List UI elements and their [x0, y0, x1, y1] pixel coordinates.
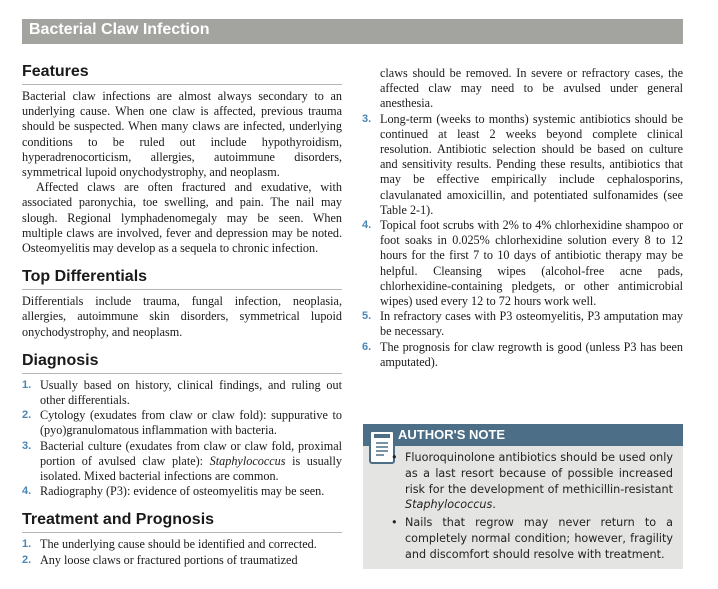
treatment-item: [362, 309, 683, 339]
treatment-list-right: [362, 112, 683, 370]
item-number: 4.: [22, 485, 32, 498]
treatment-item-continued: claws should be removed. In severe or refractory cases, the affected claw may need to be avulsed under general anesthesia.: [380, 66, 683, 111]
diagnosis-heading: Diagnosis: [22, 351, 342, 374]
author-note-heading: AUTHOR'S NOTE: [398, 427, 506, 442]
differentials-text: Differentials include trauma, fungal infection, neoplasia, allergies, autoimmune skin disorders, symmetrical lupoid onychodystrophy, and neoplasm.: [22, 294, 342, 339]
item-text: Radiography (P3): evidence of osteomyelitis may be seen.: [40, 484, 325, 499]
page-title-bar: [22, 19, 683, 44]
item-text: Cytology (exudates from claw or claw fold): suppurative to (pyo)granulomatous inflammation with bacteria.: [40, 408, 342, 438]
treatment-item: [362, 112, 683, 218]
differentials-heading: Top Differentials: [22, 267, 342, 290]
author-note-header: [363, 424, 683, 446]
treatment-heading: Treatment and Prognosis: [22, 510, 342, 533]
diagnosis-item: [22, 439, 342, 485]
item-number: 2.: [22, 409, 32, 422]
diagnosis-item: [22, 484, 342, 499]
item-number: 4.: [362, 219, 372, 232]
page-title: Bacterial Claw Infection: [29, 21, 210, 38]
item-text-pre: Bacterial culture (exudates from claw or claw fold, proximal portion of avulsed claw plate):: [40, 438, 342, 468]
author-note-body: [391, 450, 673, 565]
author-note-box: [363, 424, 683, 569]
diagnosis-list: [22, 378, 342, 500]
item-text: The prognosis for claw regrowth is good (unless P3 has been amputated).: [380, 339, 683, 369]
item-text-italic: Staphylococcus: [209, 453, 286, 468]
note-text-post: .: [492, 498, 496, 512]
diagnosis-item: [22, 408, 342, 438]
treatment-list-left: [22, 537, 342, 567]
item-text: Usually based on history, clinical findings, and ruling out other differentials.: [40, 377, 342, 408]
author-note-list: [391, 450, 673, 563]
item-text: Topical foot scrubs with 2% to 4% chlorhexidine shampoo or foot soaks in 0.025% chlorhexidine solution every 8 to 12 hours for the first 7 to 10 days of antibiotic therapy may be helpful. Cleansing wipes (alcohol-free acne pads, chlorhexidine-containing pledgets, or other antimicrobial wipes) used every 12 to 72 hours work well.: [380, 218, 683, 309]
differentials-section: [22, 267, 342, 340]
item-text: The underlying cause should be identified and corrected.: [40, 537, 317, 552]
treatment-item: [362, 340, 683, 370]
features-paragraph-2: Affected claws are often fractured and exudative, with associated paronychia, toe swelling, and pain. The nail may slough. Regional lymphadenomegaly may be seen. When multiple claws are involved, fever and depression may be noted. Osteomyelitis may develop as a sequela to chronic infection.: [22, 180, 342, 256]
item-number: 1.: [22, 378, 32, 391]
item-number: 6.: [362, 340, 372, 353]
features-paragraph-1: Bacterial claw infections are almost always secondary to an underlying cause. When one claw is affected, previous trauma should be suspected. When many claws are infected, underlying conditions to be ruled out include hypothyroidism, hyperadrenocorticism, allergies, autoimmune disorders, symmetrical lupoid onychodystrophy, and neoplasm.: [22, 89, 342, 180]
item-number: 3.: [22, 439, 32, 452]
item-number: 2.: [22, 553, 32, 566]
diagnosis-section: [22, 351, 342, 500]
features-heading: Features: [22, 62, 342, 85]
treatment-item: [22, 553, 342, 568]
left-column: [22, 62, 342, 579]
treatment-section: [22, 510, 342, 567]
treatment-item: [362, 218, 683, 309]
item-text: Any loose claws or fractured portions of traumatized: [40, 552, 298, 567]
note-text: Nails that regrow may never return to a completely normal condition; however, fragility and discomfort should resolve with treatment.: [405, 516, 673, 561]
author-note-item: [391, 450, 673, 513]
item-text: Long-term (weeks to months) systemic antibiotics should be continued at least 2 weeks beyond complete clinical resolution. Antibiotic selection should be based on culture and sensitivity results. Pending these results, antibiotics that may be effective empirically include cephalosporins, clavulanated amoxicillin, and potentiated sulfonamides (see Table 2-1).: [380, 111, 683, 217]
item-text: In refractory cases with P3 osteomyelitis, P3 amputation may be necessary.: [380, 309, 683, 339]
item-number: 1.: [22, 538, 32, 551]
right-column: [362, 66, 683, 370]
author-note-item: [391, 515, 673, 562]
note-text-pre: Fluoroquinolone antibiotics should be used only as a last resort because of possible increased risk for the development of methicillin-resistant: [405, 451, 673, 496]
features-section: [22, 62, 342, 256]
item-number: 3.: [362, 112, 372, 125]
diagnosis-item: [22, 378, 342, 408]
item-text-post: is usually isolated. Mixed bacterial infections are common.: [40, 453, 342, 484]
item-number: 5.: [362, 310, 372, 323]
note-text-italic: Staphylococcus: [405, 498, 493, 512]
treatment-item: [22, 537, 342, 552]
